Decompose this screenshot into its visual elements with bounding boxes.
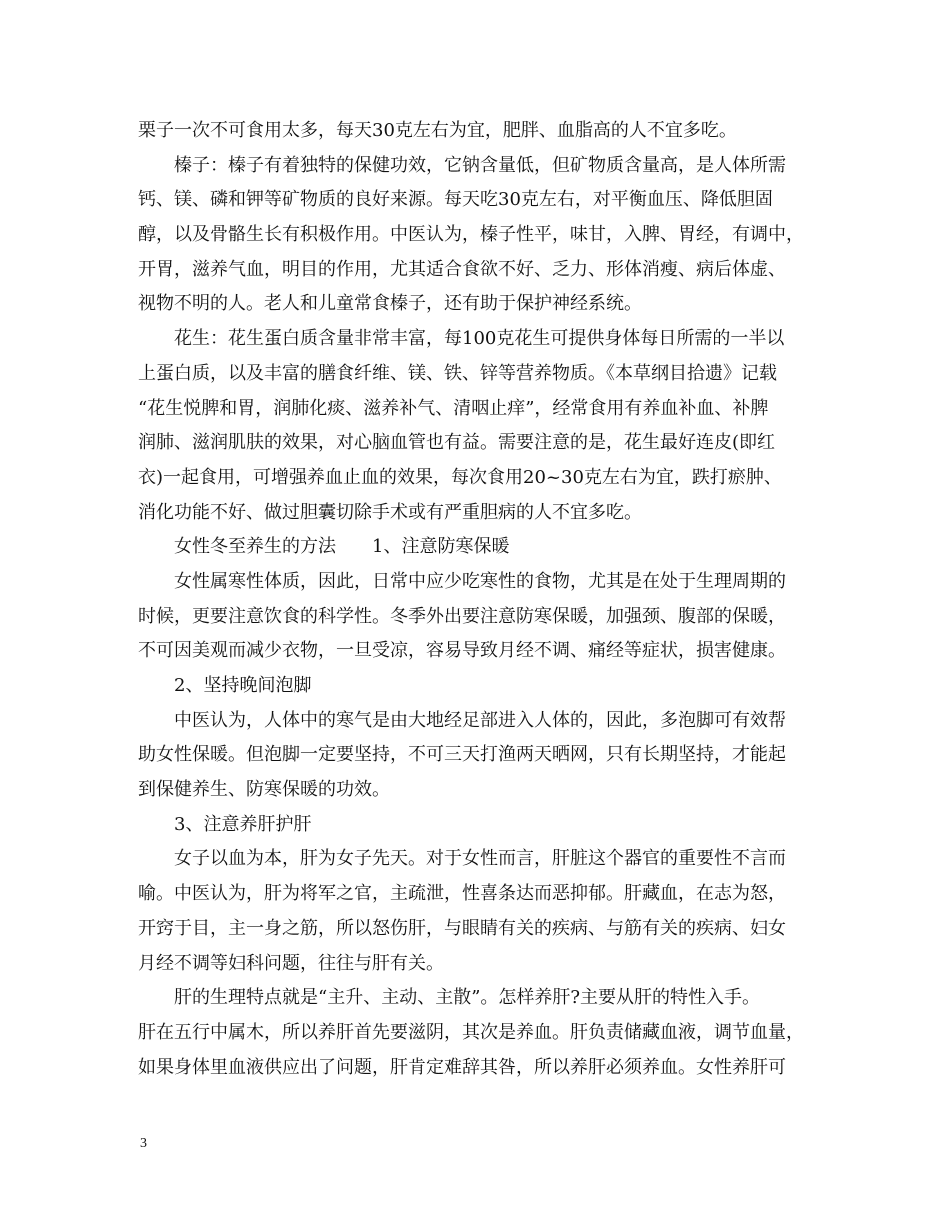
text-line: 女性冬至养生的方法 1、注意防寒保暖: [174, 536, 510, 558]
page-number: 3: [140, 1136, 147, 1151]
text-line: 醇，以及骨骼生长有积极作用。中医认为，榛子性平，味甘，入脾、胃经，有调中，: [138, 224, 804, 246]
text-line: “花生悦脾和胃，润肺化痰、滋养补气、清咽止痒”，经常食用有养血补血、补脾: [138, 397, 769, 419]
text-line: 女性属寒性体质，因此，日常中应少吃寒性的食物，尤其是在处于生理周期的: [174, 570, 786, 592]
text-line: 月经不调等妇科问题，往往与肝有关。: [138, 952, 444, 974]
text-line: 上蛋白质，以及丰富的膳食纤维、镁、铁、锌等营养物质。《本草纲目拾遗》记载: [138, 362, 777, 384]
text-line: 3、注意养肝护肝: [174, 813, 312, 835]
text-line: 肝的生理特点就是“主升、主动、主散”。怎样养肝?主要从肝的特性入手。: [174, 987, 761, 1009]
text-line: 榛子：榛子有着独特的保健功效，它钠含量低，但矿物质含量高，是人体所需: [174, 154, 786, 176]
text-line: 女子以血为本，肝为女子先天。对于女性而言，肝脏这个器官的重要性不言而: [174, 848, 786, 870]
text-line: 2、坚持晚间泡脚: [174, 675, 312, 696]
text-line: 如果身体里血液供应出了问题，肝肯定难辞其咎，所以养肝必须养血。女性养肝可: [138, 1056, 786, 1078]
text-line: 喻。中医认为，肝为将军之官，主疏泄，性喜条达而恶抑郁。肝藏血，在志为怒，: [138, 883, 786, 905]
text-line: 润肺、滋润肌肤的效果，对心脑血管也有益。需要注意的是，花生最好连皮(即红: [138, 432, 776, 454]
text-line: 花生：花生蛋白质含量非常丰富，每100克花生可提供身体每日所需的一半以: [174, 328, 785, 350]
text-line: 助女性保暖。但泡脚一定要坚持，不可三天打渔两天晒网，只有长期坚持，才能起: [138, 744, 786, 766]
text-line: 不可因美观而减少衣物，一旦受凉，容易导致月经不调、痛经等症状，损害健康。: [138, 640, 786, 662]
text-line: 衣)一起食用，可增强养血止血的效果，每次食用20~30克左右为宜，跌打瘀肿、: [138, 466, 782, 488]
text-line: 肝在五行中属木，所以养肝首先要滋阴，其次是养血。肝负责储藏血液，调节血量，: [138, 1021, 804, 1043]
document-body: [138, 114, 818, 1085]
text-line: 到保健养生、防寒保暖的功效。: [138, 779, 390, 801]
text-line: 开窍于目，主一身之筋，所以怒伤肝，与眼睛有关的疾病、与筋有关的疾病、妇女: [138, 917, 786, 939]
text-line: 栗子一次不可食用太多，每天30克左右为宜，肥胖、血脂高的人不宜多吃。: [138, 120, 737, 141]
text-line: 时候，更要注意饮食的科学性。冬季外出要注意防寒保暖，加强颈、腹部的保暖，: [138, 605, 786, 627]
text-line: 钙、镁、磷和钾等矿物质的良好来源。每天吃30克左右，对平衡血压、降低胆固: [138, 189, 773, 211]
text-line: 视物不明的人。老人和儿童常食榛子，还有助于保护神经系统。: [138, 293, 642, 315]
text-line: 消化功能不好、做过胆囊切除手术或有严重胆病的人不宜多吃。: [138, 501, 642, 523]
text-line: 开胃，滋养气血，明目的作用，尤其适合食欲不好、乏力、形体消瘦、病后体虚、: [138, 258, 786, 280]
text-line: 中医认为，人体中的寒气是由大地经足部进入人体的，因此，多泡脚可有效帮: [174, 709, 786, 731]
